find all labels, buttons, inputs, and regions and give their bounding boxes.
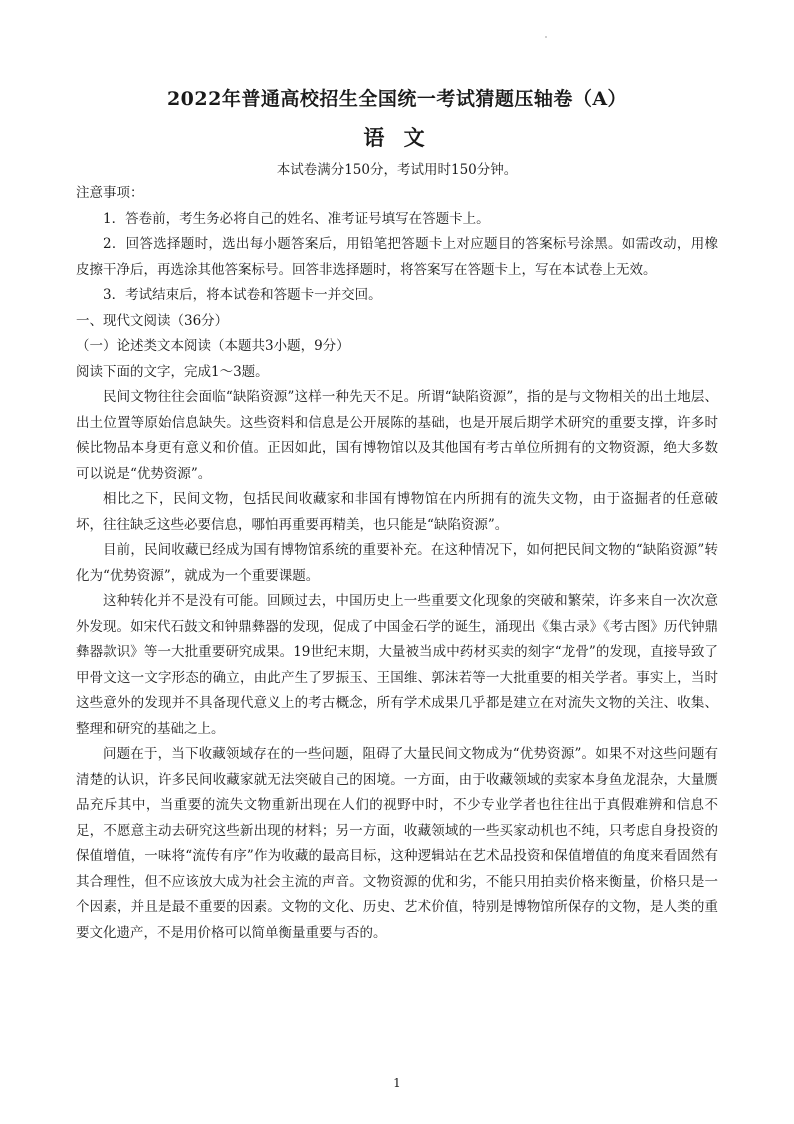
passage-paragraph-5: 问题在于，当下收藏领域存在的一些问题，阻碍了大量民间文物成为“优势资源”。如果不对这些问题有清楚的认识，许多民间收藏家就无法突破自己的困境。一方面，由于收藏领域的卖家本身鱼龙混杂，大量赝品充斥其中，当重要的流失文物重新出现在人们的视野中时，不少专业学者也往往出于真假难辨和信息不足，不愿意主动去研究这些新出现的材料；另一方面，收藏领域的一些买家动机也不纯，只考虑自身投资的保值增值，一味将“流传有序”作为收藏的最高目标，这种逻辑站在艺术品投资和保值增值的角度来看固然有其合理性，但不应该放大成为社会主流的声音。文物资源的优和劣，不能只用拍卖价格来衡量，价格只是一个因素，并且是最不重要的因素。文物的文化、历史、艺术价值，特别是博物馆所保存的文物，是人类的重要文化遗产，不是用价格可以简单衡量重要与否的。 <box>76 746 718 941</box>
passage-paragraph-3: 目前，民间收藏已经成为国有博物馆系统的重要补充。在这种情况下，如何把民间文物的“缺陷资源”转化为“优势资源”，就成为一个重要课题。 <box>76 542 718 584</box>
section-subheading: （一）论述类文本阅读（本题共3小题，9分） <box>76 338 350 354</box>
notice-item-3: 3．考试结束后，将本试卷和答题卡一并交回。 <box>103 287 382 303</box>
page-number: 1 <box>393 1076 401 1090</box>
reading-instruction: 阅读下面的文字，完成1～3题。 <box>76 363 269 380</box>
score-note: 本试卷满分150分，考试用时150分钟。 <box>276 162 518 178</box>
notice-heading: 注意事项： <box>76 185 144 201</box>
subject-title: 语 文 <box>363 125 431 150</box>
section-heading: 一、现代文阅读（36分） <box>76 312 229 329</box>
notice-item-1: 1．答卷前，考生务必将自己的姓名、准考证号填写在答题卡上。 <box>103 210 490 227</box>
passage-paragraph-4: 这种转化并不是没有可能。回顾过去，中国历史上一些重要文化现象的突破和繁荣，许多来自一次次意外发现。如宋代石鼓文和钟鼎彝器的发现，促成了中国金石学的诞生，涌现出《集古录》《考古图》历代钟鼎彝器款识》等一大批重要研究成果。19世纪末期，大量被当成中药材买卖的刻字“龙骨”的发现，直接导致了甲骨文这一文字形态的确立，由此产生了罗振玉、王国维、郭沫若等一大批重要的相关学者。事实上，当时这些意外的发现并不具备现代意义上的考古概念，所有学术成果几乎都是建立在对流失文物的关注、收集、整理和研究的基础之上。 <box>76 593 718 737</box>
notice-item-2: 2．回答选择题时，选出每小题答案后，用铅笔把答题卡上对应题目的答案标号涂黑。如需改动，用橡皮擦干净后，再选涂其他答案标号。回答非选择题时，将答案写在答题卡上，写在本试卷上无效。 <box>76 236 718 278</box>
exam-title: 2022年普通高校招生全国统一考试猜题压轴卷（A） <box>166 88 628 110</box>
passage-paragraph-2: 相比之下，民间文物，包括民间收藏家和非国有博物馆在内所拥有的流失文物，由于盗掘者的任意破坏，往往缺乏这些必要信息，哪怕再重要再精美，也只能是“缺陷资源”。 <box>76 491 718 533</box>
passage-paragraph-1: 民间文物往往会面临“缺陷资源”这样一种先天不足。所谓“缺陷资源”，指的是与文物相关的出土地层、出土位置等原始信息缺失。这些资料和信息是公开展陈的基础，也是开展后期学术研究的重要支撑，许多时候比物品本身更有意义和价值。正因如此，国有博物馆以及其他国有考古单位所拥有的文物资源，绝大多数可以说是“优势资源”。 <box>76 389 718 482</box>
exam-body <box>76 181 718 946</box>
scan-speck <box>545 36 547 38</box>
